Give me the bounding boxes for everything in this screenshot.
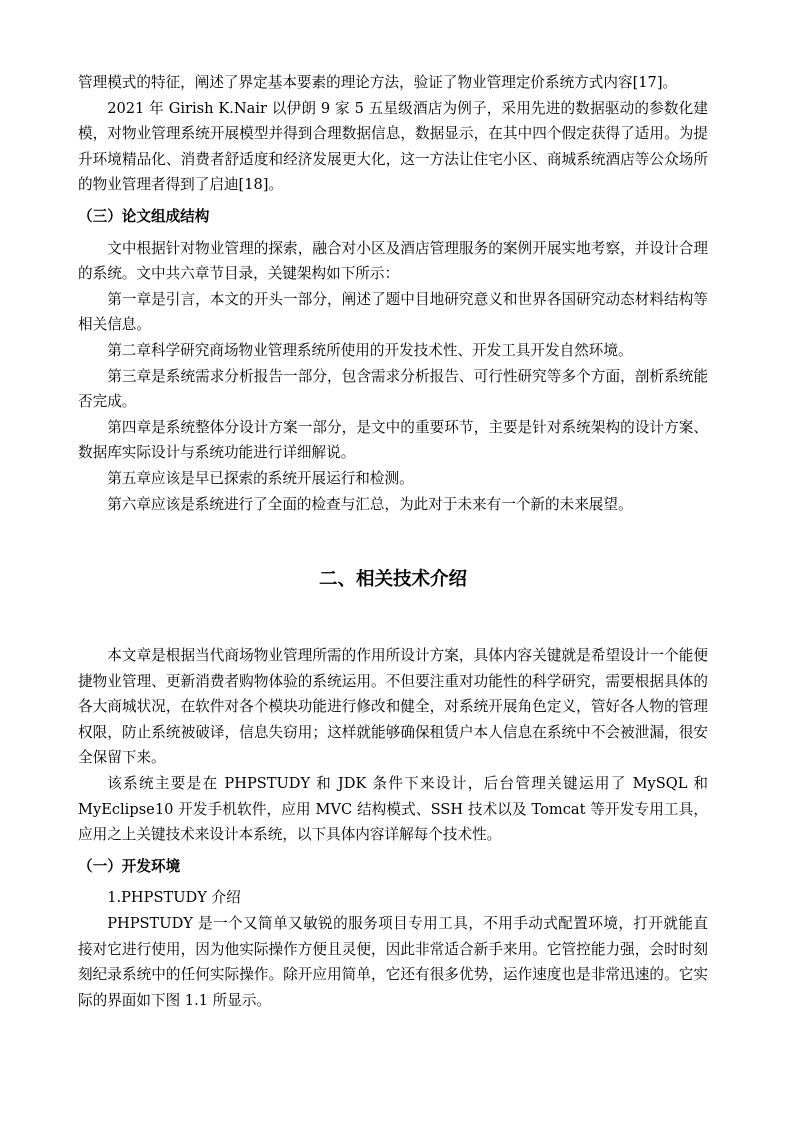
paragraph: 第四章是系统整体分设计方案一部分，是文中的重要环节，主要是针对系统架构的设计方案、数据库实际设计与系统功能进行详细解说。 xyxy=(78,418,708,462)
paragraph: 第五章应该是早已探索的系统开展运行和检测。 xyxy=(107,469,414,487)
paragraph: 管理模式的特征，阐述了界定基本要素的理论方法，验证了物业管理定价系统方式内容[17]。 xyxy=(78,74,678,91)
section-heading: （一）开发环境 xyxy=(78,857,181,875)
paragraph: 该系统主要是在 PHPSTUDY 和 JDK 条件下来设计，后台管理关键运用了 MySQL 和 MyEclipse10 开发手机软件，应用 MVC 结构模式、SSH 技术以及 Tomcat 等开发专用工具，应用之上关键技术来设计本系统，以下具体内容详解每个技术性。 xyxy=(78,775,708,844)
paragraph: 第三章是系统需求分析报告一部分，包含需求分析报告、可行性研究等多个方面，剖析系统能否完成。 xyxy=(78,367,708,411)
paragraph: 第一章是引言，本文的开头一部分，阐述了题中目地研究意义和世界各国研究动态材料结构等相关信息。 xyxy=(78,290,708,334)
paragraph: 第六章应该是系统进行了全面的检查与汇总，为此对于未来有一个新的未来展望。 xyxy=(107,495,633,513)
paragraph: 文中根据针对物业管理的探索，融合对小区及酒店管理服务的案例开展实地考察，并设计合理的系统。文中共六章节目录，关键架构如下所示： xyxy=(78,239,708,283)
paragraph: 本文章是根据当代商场物业管理所需的作用所设计方案，具体内容关键就是希望设计一个能便捷物业管理、更新消费者购物体验的系统运用。不但要注重对功能性的科学研究，需要根据具体的各大商城状况，在软件对各个模块功能进行修改和健全，对系统开展角色定义，管好各人物的管理权限，防止系统被破译，信息失窃用；这样就能够确保租赁户本人信息在系统中不会被泄漏，很安全保留下来。 xyxy=(78,647,708,767)
paragraph: 2021 年 Girish K.Nair 以伊朗 9 家 5 五星级酒店为例子，采用先进的数据驱动的参数化建模，对物业管理系统开展模型并得到合理数据信息，数据显示，在其中四个假定获得了适用。为提升环境精品化、消费者舒适度和经济发展更大化，这一方法让住宅小区、商城系统酒店等公众场所的物业管理者得到了启迪[18]。 xyxy=(78,99,708,194)
chapter-heading: 二、相关技术介绍 xyxy=(318,569,467,591)
section-heading: （三）论文组成结构 xyxy=(78,207,210,225)
subsection-title: 1.PHPSTUDY 介绍 xyxy=(107,889,241,907)
paragraph: PHPSTUDY 是一个又简单又敏锐的服务项目专用工具，不用手动式配置环境，打开就能直接对它进行使用，因为他实际操作方便且灵便，因此非常适合新手来用。它管控能力强，会时时刻刻纪录系统中的任何实际操作。除开应用简单，它还有很多优势，运作速度也是非常迅速的。它实际的界面如下图 1.1 所显示。 xyxy=(78,915,708,1009)
paragraph: 第二章科学研究商场物业管理系统所使用的开发技术性、开发工具开发自然环境。 xyxy=(107,341,633,359)
document-page xyxy=(78,70,708,1013)
